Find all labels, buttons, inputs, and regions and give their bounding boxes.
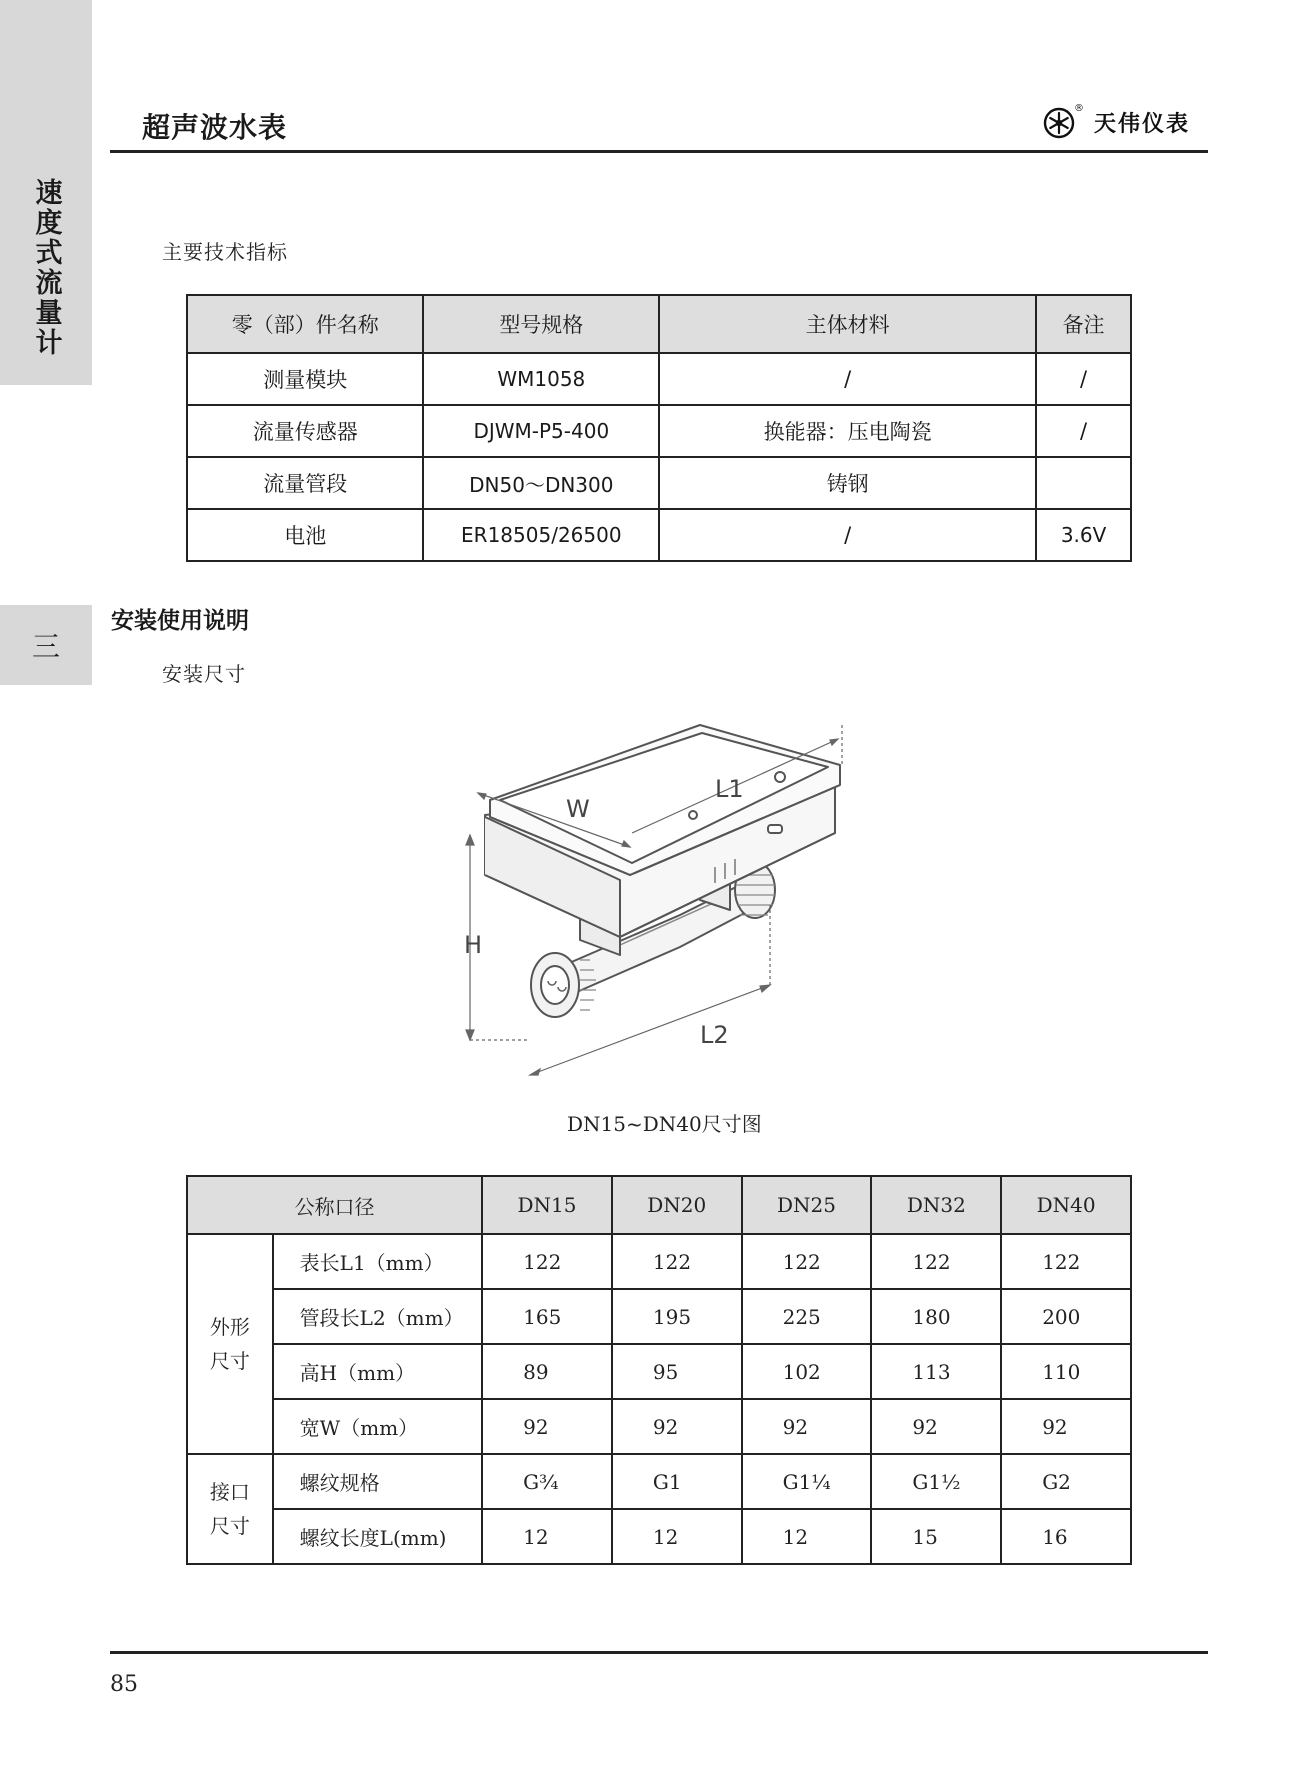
table-row	[187, 509, 1131, 561]
table-cell: 流量传感器	[187, 405, 423, 457]
table-header-row	[187, 1176, 1131, 1234]
column-header: 主体材料	[659, 295, 1036, 353]
table-cell: DJWM-P5-400	[423, 405, 659, 457]
length2-label: L2	[700, 1021, 729, 1049]
group-label-line: 尺寸	[209, 1349, 250, 1373]
tech-specs-table	[186, 294, 1132, 562]
table-cell: /	[1036, 353, 1131, 405]
table-cell: 12	[612, 1509, 742, 1564]
column-header: 备注	[1036, 295, 1131, 353]
table-cell: 113	[871, 1344, 1001, 1399]
table-cell: G1¼	[742, 1454, 872, 1509]
table-cell: 铸钢	[659, 457, 1036, 509]
column-header: 零（部）件名称	[187, 295, 423, 353]
chapter-tab	[0, 0, 92, 385]
group-label	[187, 1454, 273, 1564]
table-cell: 110	[1001, 1344, 1131, 1399]
group-label-line: 接口	[209, 1480, 250, 1504]
header-divider	[110, 150, 1208, 153]
width-label: W	[566, 795, 590, 823]
table-cell: 200	[1001, 1289, 1131, 1344]
table-cell: 3.6V	[1036, 509, 1131, 561]
table-cell: 122	[871, 1234, 1001, 1289]
group-label	[187, 1234, 273, 1454]
table-cell: 102	[742, 1344, 872, 1399]
table-row	[187, 1344, 1131, 1399]
table-cell: G2	[1001, 1454, 1131, 1509]
table-cell: 92	[612, 1399, 742, 1454]
table-cell: ER18505/26500	[423, 509, 659, 561]
page-number: 85	[110, 1672, 138, 1697]
table-cell: 12	[742, 1509, 872, 1564]
table-cell: 92	[1001, 1399, 1131, 1454]
height-label: H	[464, 931, 483, 959]
row-label: 表长L1（mm）	[273, 1234, 482, 1289]
brand	[1042, 104, 1190, 140]
table-cell: 122	[612, 1234, 742, 1289]
table-cell: 225	[742, 1289, 872, 1344]
table-cell: 测量模块	[187, 353, 423, 405]
table-cell: 195	[612, 1289, 742, 1344]
column-header: DN20	[612, 1176, 742, 1234]
install-heading: 安装使用说明	[111, 608, 249, 634]
section-number: 三	[31, 630, 60, 663]
table-cell: DN50～DN300	[423, 457, 659, 509]
brand-registered-mark: ®	[1074, 102, 1084, 114]
column-header: 公称口径	[187, 1176, 482, 1234]
table-cell: 12	[482, 1509, 612, 1564]
length1-label: L1	[715, 775, 744, 803]
table-cell: 122	[742, 1234, 872, 1289]
table-cell: G¾	[482, 1454, 612, 1509]
column-header: DN40	[1001, 1176, 1131, 1234]
column-header: DN15	[482, 1176, 612, 1234]
dimensions-table	[186, 1175, 1132, 1565]
table-cell: 换能器：压电陶瓷	[659, 405, 1036, 457]
row-label: 高H（mm）	[273, 1344, 482, 1399]
table-cell: G1	[612, 1454, 742, 1509]
page-title: 超声波水表	[142, 111, 288, 144]
table-cell	[1036, 457, 1131, 509]
row-label: 管段长L2（mm）	[273, 1289, 482, 1344]
chapter-tab-label: 速度式流量计	[30, 177, 62, 358]
table-cell: WM1058	[423, 353, 659, 405]
table-row	[187, 1234, 1131, 1289]
table-cell: 95	[612, 1344, 742, 1399]
column-header: DN25	[742, 1176, 872, 1234]
table-cell: G1½	[871, 1454, 1001, 1509]
row-label: 螺纹规格	[273, 1454, 482, 1509]
table-cell: 165	[482, 1289, 612, 1344]
column-header: 型号规格	[423, 295, 659, 353]
tech-specs-label: 主要技术指标	[162, 240, 288, 264]
column-header: DN32	[871, 1176, 1001, 1234]
table-row	[187, 1509, 1131, 1564]
table-cell: 流量管段	[187, 457, 423, 509]
table-row	[187, 353, 1131, 405]
install-dimensions-label: 安装尺寸	[162, 662, 246, 686]
table-header-row	[187, 295, 1131, 353]
row-label: 螺纹长度L(mm)	[273, 1509, 482, 1564]
footer-divider	[110, 1651, 1208, 1654]
table-row	[187, 1399, 1131, 1454]
meter-dimension-drawing	[464, 705, 890, 1095]
brand-logo-icon	[1042, 104, 1078, 140]
table-cell: /	[1036, 405, 1131, 457]
table-cell: 15	[871, 1509, 1001, 1564]
brand-name: 天伟仪表	[1094, 110, 1191, 137]
table-cell: 180	[871, 1289, 1001, 1344]
table-cell: 92	[742, 1399, 872, 1454]
table-cell: 电池	[187, 509, 423, 561]
table-row	[187, 1289, 1131, 1344]
table-cell: 122	[482, 1234, 612, 1289]
table-row	[187, 1454, 1131, 1509]
table-cell: 122	[1001, 1234, 1131, 1289]
figure-caption: DN15~DN40尺寸图	[567, 1112, 762, 1136]
table-row	[187, 405, 1131, 457]
table-cell: /	[659, 509, 1036, 561]
table-cell: 89	[482, 1344, 612, 1399]
group-label-line: 尺寸	[209, 1514, 250, 1538]
group-label-line: 外形	[209, 1315, 250, 1339]
table-cell: 92	[871, 1399, 1001, 1454]
table-cell: 16	[1001, 1509, 1131, 1564]
table-cell: /	[659, 353, 1036, 405]
table-cell: 92	[482, 1399, 612, 1454]
table-row	[187, 457, 1131, 509]
row-label: 宽W（mm）	[273, 1399, 482, 1454]
section-number-tab	[0, 605, 92, 685]
